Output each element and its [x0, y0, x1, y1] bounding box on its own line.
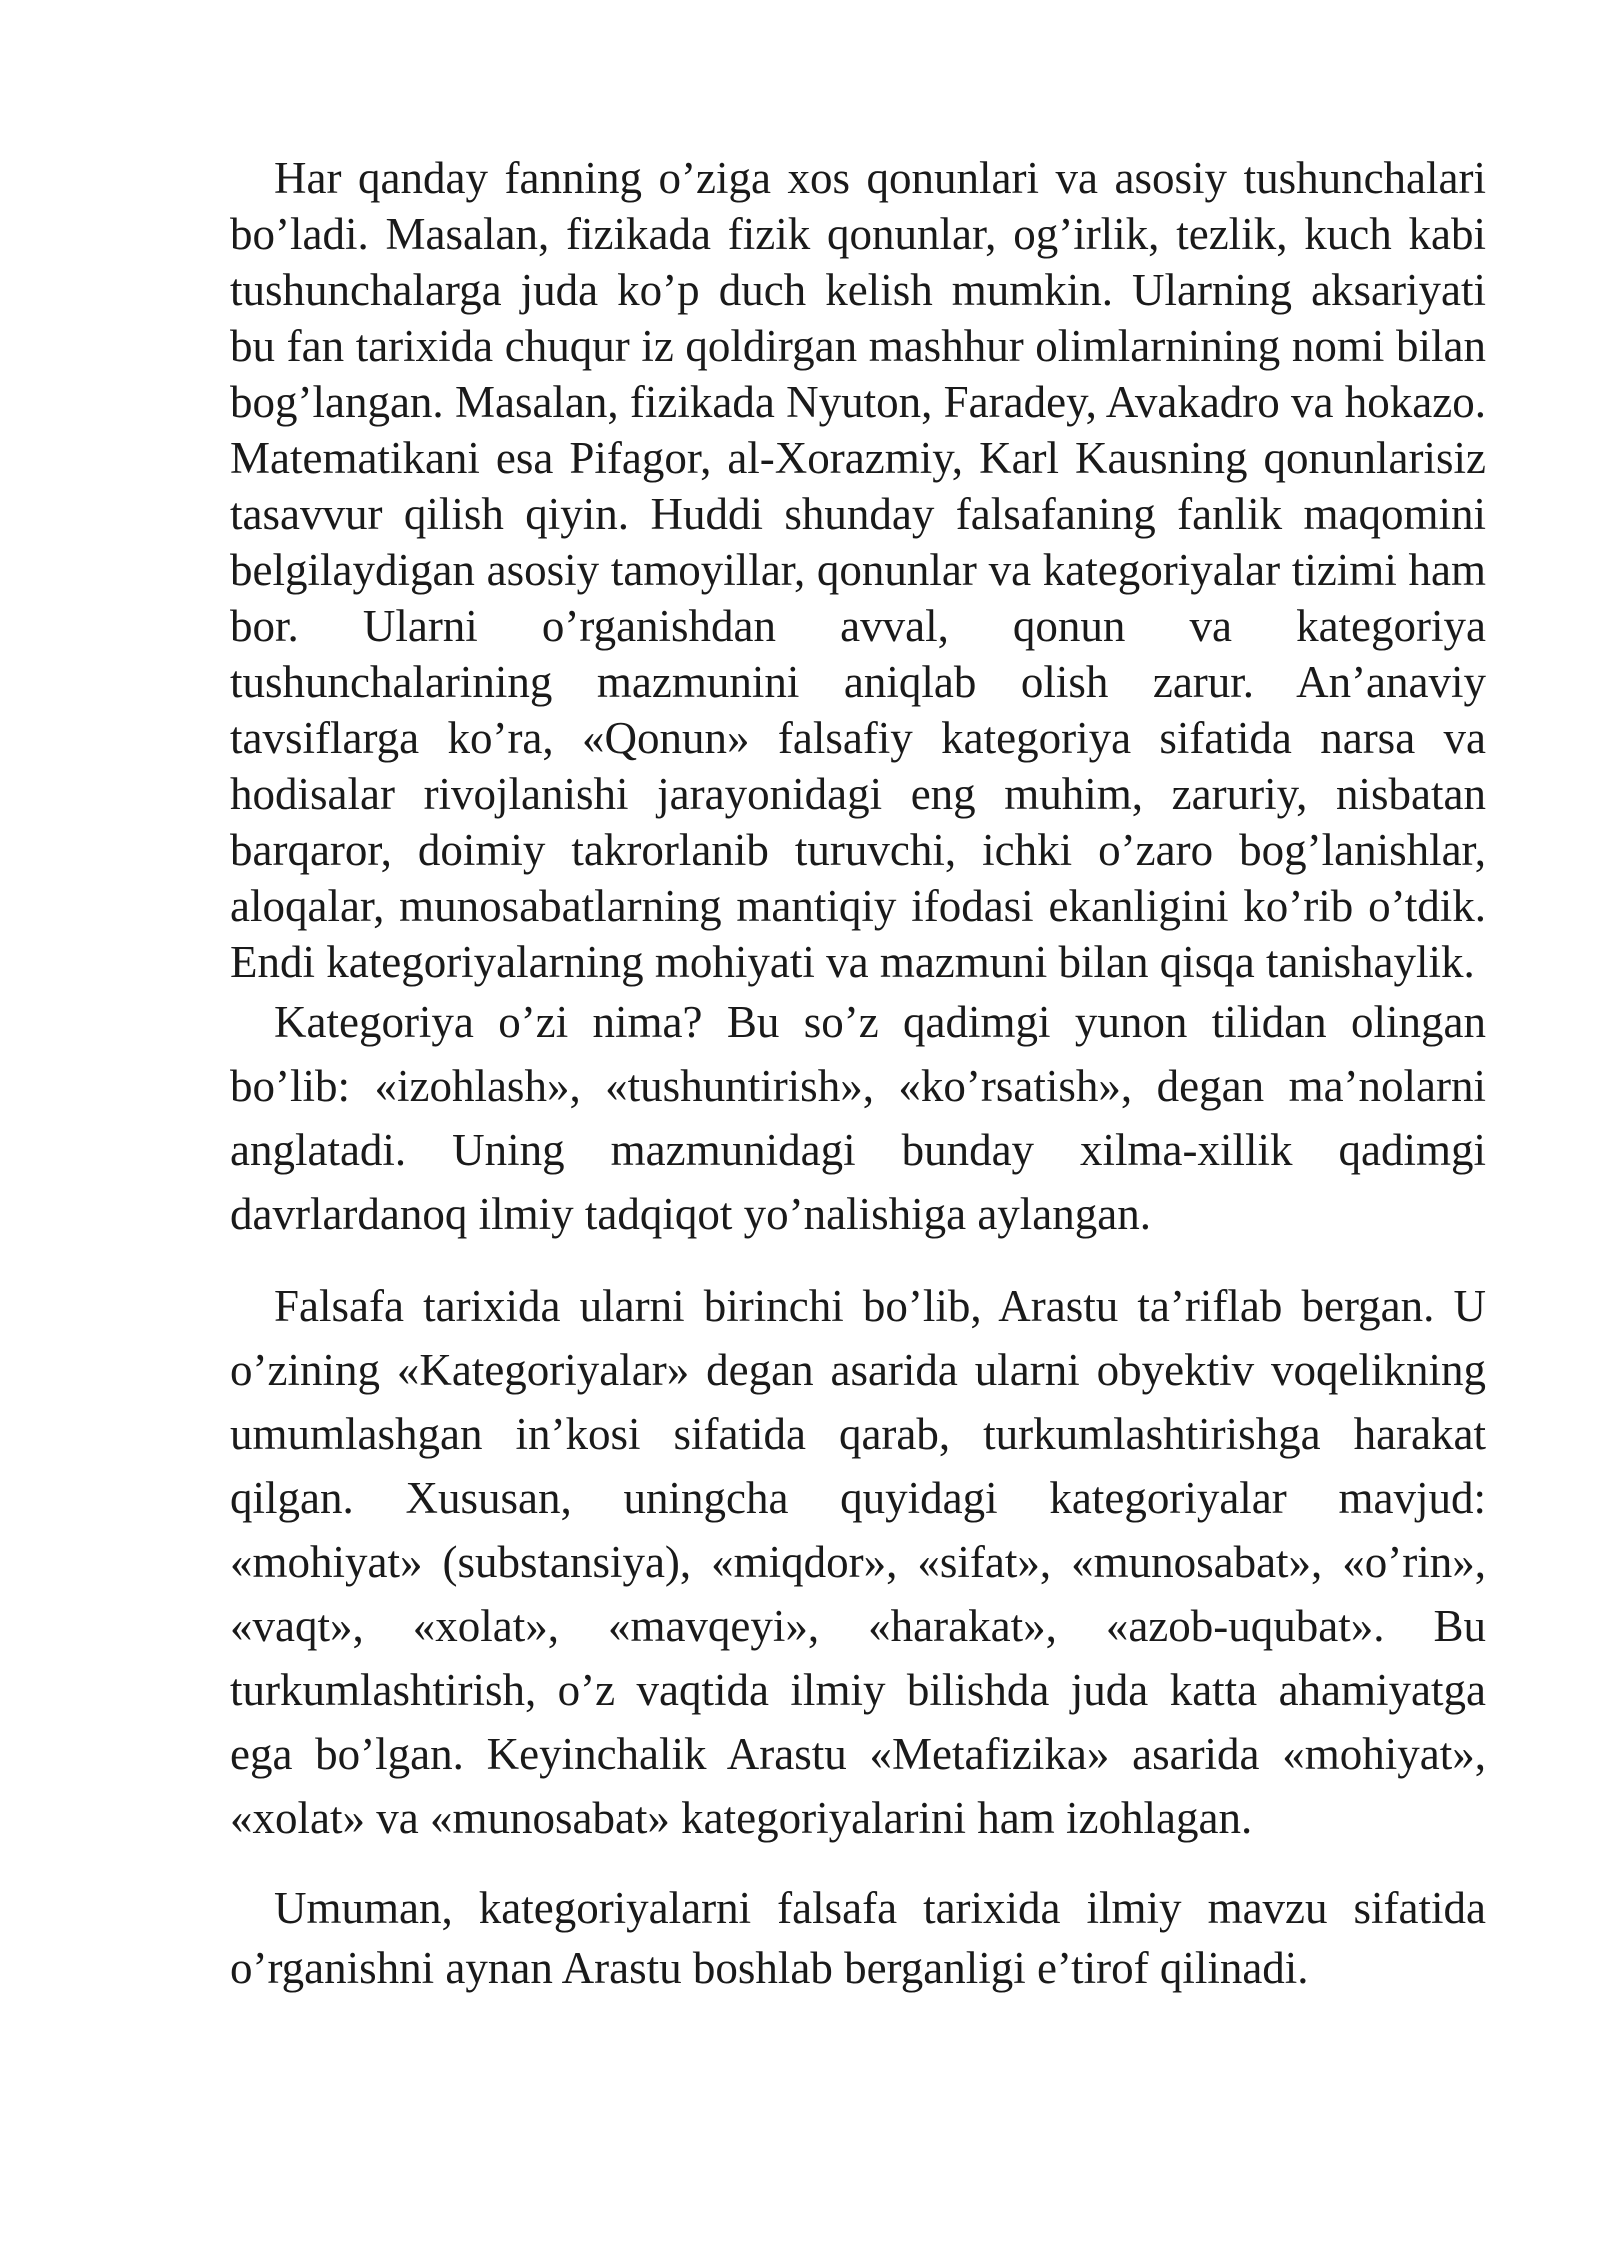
paragraph-law-and-categories: Har qanday fanning o’ziga xos qonunlari va asosiy tushunchalari bo’ladi. Masalan, fizikada fizik qonunlar, og’irlik, tezlik, kuch kabi tushunchalarga juda ko’p duch kelish mumkin. Ularning aksariyati bu fan tarixida chuqur iz qoldirgan mashhur olimlarnining nomi bilan bog’langan. Masalan, fizikada Nyuton, Faradey, Avakadro va hokazo. Matematikani esa Pifagor, al-Xorazmiy, Karl Kausning qonunlarisiz tasavvur qilish qiyin. Huddi shunday falsafaning fanlik maqomini belgilaydigan asosiy tamoyillar, qonunlar va kategoriyalar tizimi ham bor. Ularni o’rganishdan avval, qonun va kategoriya tushunchalarining mazmunini aniqlab olish zarur. An’anaviy tavsiflarga ko’ra, «Qonun» falsafiy kategoriya sifatida narsa va hodisalar rivojlanishi jarayonidagi eng muhim, zaruriy, nisbatan barqaror, doimiy takrorlanib turuvchi, ichki o’zaro bog’lanishlar, aloqalar, munosabatlarning mantiqiy ifodasi ekanligini ko’rib o’tdik. Endi kategoriyalarning mohiyati va mazmuni bilan qisqa tanishaylik.: [230, 153, 1486, 987]
paragraph-aristotle-conclusion: Umuman, kategoriyalarni falsafa tarixida ilmiy mavzu sifatida o’rganishni aynan Arastu boshlab berganligi e’tirof qilinadi.: [230, 1883, 1486, 1993]
paragraph-aristotle-categories: Falsafa tarixida ularni birinchi bo’lib, Arastu ta’riflab bergan. U o’zining «Kategoriyalar» degan asarida ularni obyektiv voqelikning umumlashgan in’kosi sifatida qarab, turkumlashtirishga harakat qilgan. Xususan, uningcha quyidagi kategoriyalar mavjud: «mohiyat» (substansiya), «miqdor», «sifat», «munosabat», «o’rin», «vaqt», «xolat», «mavqeyi», «harakat», «azob-uqubat». Bu turkumlashtirish, o’z vaqtida ilmiy bilishda juda katta ahamiyatga ega bo’lgan. Keyinchalik Arastu «Metafizika» asarida «mohiyat», «xolat» va «munosabat» kategoriyalarini ham izohlagan.: [230, 1281, 1486, 1843]
document-page: [230, 150, 1486, 1998]
paragraph-category-definition: Kategoriya o’zi nima? Bu so’z qadimgi yunon tilidan olingan bo’lib: «izohlash», «tushuntirish», «ko’rsatish», degan ma’nolarni anglatadi. Uning mazmunidagi bunday xilma-xillik qadimgi davrlardanoq ilmiy tadqiqot yo’nalishiga aylangan.: [230, 997, 1486, 1239]
